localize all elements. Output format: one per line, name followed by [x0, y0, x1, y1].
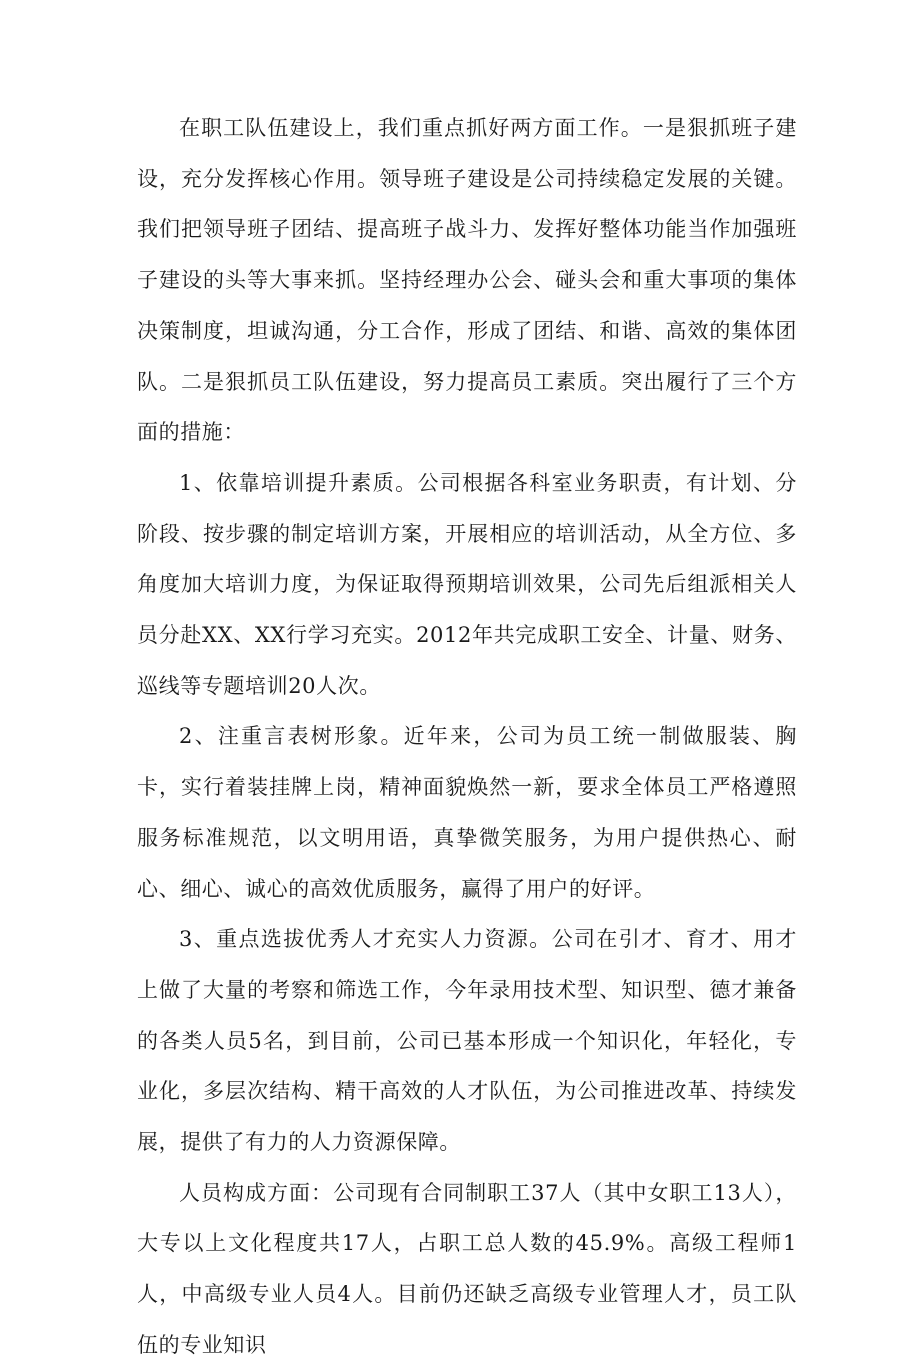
paragraph-staff-composition: 人员构成方面：公司现有合同制职工37人（其中女职工13人），大专以上文化程度共17人，占职工总人数的45.9%。高级工程师1人，中高级专业人员4人。目前仍还缺乏高级专业管理人才，员工队伍的专业知识: [137, 1180, 797, 1357]
paragraph-training: 1、依靠培训提升素质。公司根据各科室业务职责，有计划、分阶段、按步骤的制定培训方案，开展相应的培训活动，从全方位、多角度加大培训力度，为保证取得预期培训效果，公司先后组派相关人员分赴XX、XX行学习充实。2012年共完成职工安全、计量、财务、巡线等专题培训20人次。: [137, 470, 797, 698]
paragraph-image: 2、注重言表树形象。近年来，公司为员工统一制做服装、胸卡，实行着装挂牌上岗，精神面貌焕然一新，要求全体员工严格遵照服务标准规范，以文明用语，真挚微笑服务，为用户提供热心、耐心、细心、诚心的高效优质服务，赢得了用户的好评。: [137, 724, 797, 901]
document-page: [137, 103, 797, 1371]
paragraph-team-building: 在职工队伍建设上，我们重点抓好两方面工作。一是狠抓班子建设，充分发挥核心作用。领导班子建设是公司持续稳定发展的关键。我们把领导班子团结、提高班子战斗力、发挥好整体功能当作加强班子建设的头等大事来抓。坚持经理办公会、碰头会和重大事项的集体决策制度，坦诚沟通，分工合作，形成了团结、和谐、高效的集体团队。二是狠抓员工队伍建设，努力提高员工素质。突出履行了三个方面的措施：: [137, 116, 797, 445]
paragraph-talent: 3、重点选拔优秀人才充实人力资源。公司在引才、育才、用才上做了大量的考察和筛选工作，今年录用技术型、知识型、德才兼备的各类人员5名，到目前，公司已基本形成一个知识化，年轻化，专业化，多层次结构、精干高效的人才队伍，为公司推进改革、持续发展，提供了有力的人力资源保障。: [137, 927, 797, 1155]
